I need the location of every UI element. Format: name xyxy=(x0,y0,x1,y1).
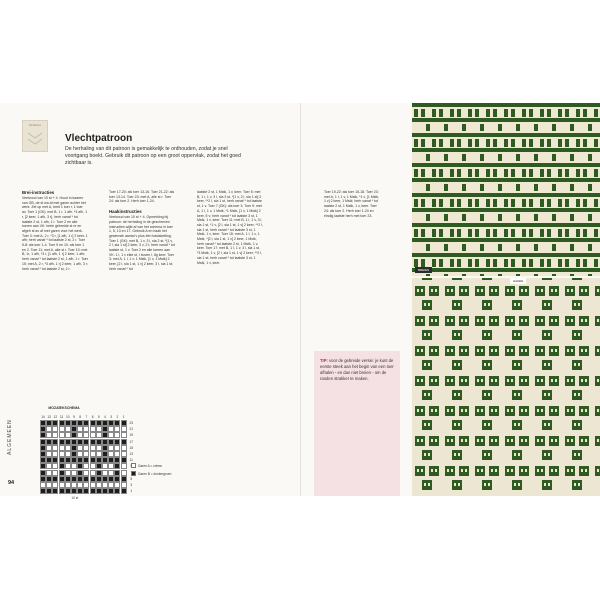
chart-cell xyxy=(71,470,77,476)
chart-col-tick: 11 xyxy=(59,415,64,419)
chart-cell xyxy=(83,476,89,482)
chart-cell xyxy=(71,445,77,451)
chart-cell xyxy=(90,463,96,469)
chart-row-tick: 15 xyxy=(129,445,134,450)
chart-cell xyxy=(121,482,127,488)
chart-cell xyxy=(83,426,89,432)
chart-cell xyxy=(102,426,108,432)
chart-cell xyxy=(114,488,120,494)
chart-cell xyxy=(46,470,52,476)
chart-cell xyxy=(40,470,46,476)
chart-cell xyxy=(96,463,102,469)
chart-cell xyxy=(65,488,71,494)
chart-cell xyxy=(121,451,127,457)
chart-cell xyxy=(52,420,58,426)
chart-col-tick: 12 xyxy=(53,415,58,419)
chart-cell xyxy=(59,432,65,438)
chart-cell xyxy=(102,470,108,476)
chart-cell xyxy=(77,476,83,482)
chart-cell xyxy=(59,439,65,445)
chart-cell xyxy=(46,488,52,494)
chart-cell xyxy=(83,439,89,445)
chart-cell xyxy=(83,432,89,438)
chart-cell xyxy=(40,488,46,494)
chart-cell xyxy=(77,439,83,445)
chart-cell xyxy=(102,457,108,463)
chart-cell xyxy=(96,476,102,482)
chart-cell xyxy=(52,457,58,463)
level-badge xyxy=(22,120,48,152)
chart-cell xyxy=(46,451,52,457)
chart-cell xyxy=(83,420,89,426)
chart-cell xyxy=(77,457,83,463)
knit-instructions-text: Veelvoud van 10 st + 4. Houd in kaaren van GB, de st wa af met garen achter het werk. Zet op met A, breit 1 toer r, 1 toer av. Toer 1 (GK): met B, 1 r, 1 afh, *3 afh, 1 r, [2 keer, 1 afh, 3 r], herh vanaf * tot laatste 2 st, 1 afh, 1 r. Toer 2 en alle toeren aan VK: breie gebreide st re en afgeh st av af met garen voor het werk. Toer 3: met A, 2 r, *3 r, [1 afh, 1 r] 2 keer, 1 afh; herh vanaf * tot laatste 2 st, 2 r. Toer 5-8: als toer 1-4. Toer 9 en 10: als toer 1 en 2. Toer 11: met A, alle st r. Toer 13: met B, 1r, 1 afh, *3 r, [1 afh, 1 r] 2 keer, 1 afh; herh vanaf * tot laatste 2 st, 1 afh, 1 r. Toer 15: met A, 2 r, *3 afh, 1 r] 2 keer, 1 afh, 3 r; herh vanaf * tot laatste 2 st, 2 r. xyxy=(22,196,88,271)
chart-cell xyxy=(40,420,46,426)
chart-cell xyxy=(102,451,108,457)
chart-cell xyxy=(108,463,114,469)
chart-cell xyxy=(121,476,127,482)
chart-cell xyxy=(90,420,96,426)
chart-cell xyxy=(71,439,77,445)
chart-cell xyxy=(121,457,127,463)
chart-cell xyxy=(114,439,120,445)
chart-cell xyxy=(114,432,120,438)
chart-cell xyxy=(77,463,83,469)
knit-instructions-continued: Toer 17-20: als toer 13-16. Toer 21-22: als toer 13-14. Toer 23: met A, alle st r. Toer 24: als toer 2. Herh toer 1-24. xyxy=(109,190,175,204)
chart-cell xyxy=(40,457,46,463)
chart-cell xyxy=(108,445,114,451)
chart-cell xyxy=(65,482,71,488)
chart-cell xyxy=(46,426,52,432)
chart-cell xyxy=(65,470,71,476)
chart-cell xyxy=(52,439,58,445)
chart-cell xyxy=(83,451,89,457)
chart-cell xyxy=(90,470,96,476)
chart-cell xyxy=(59,457,65,463)
chart-cell xyxy=(96,488,102,494)
chart-cell xyxy=(108,482,114,488)
tip-lead: TIP: xyxy=(320,358,328,363)
chart-cell xyxy=(102,476,108,482)
chart-cell xyxy=(59,470,65,476)
crochet-instructions-continued: laatste 2 st, 1 Mstk, 1 v, keer. Toer 5: met B, 1 l, 1 v, 3 l, sla 3 st, *[1 v, 2 l, sla 1 st] 2 keer, **2 l, sla 1 st, herh vanaf * tot laatste st, 1 v. Toer 7 (GK): als toer 3. Toer 9: met A, 1 l, 1 v, 1 Mstk, *1 Mstk, [1 v, 1 Mstk] 2 keer, 5 v; herh vanaf * tot laatste 3 st, 1 Mstk, 1 v, keer. Toer 11: met B, 1 l, 1 v, 3 l, sla 1 st, *1 v, [2 l, sla 1 st, 1 v] 2 keer, **2 l, sla 1 st, herh vanaf * tot laatste 3 st, 1 Mstk, 1 v, keer. Toer 15: met A, 1 l, 1 v, 1 Mstk, *[2 l, sla 1 st, 1 v] 2 keer, 1 Mstk, herh vanaf * tot laatste 2 st, 1 Mstk, 1 v, keer. Toer 17: met B, 1 l, 1 v, 3 l, sla 1 st, *3 Mstk, 1 v, [2 l, sla 1 st, 1 v] 2 keer, **2 l, sla 1 st; herh vanaf * tot laatste 3 st, 1 Mstk, 1 v, keer. xyxy=(197,190,263,265)
swatch-photos xyxy=(412,103,600,496)
chart-cell xyxy=(46,439,52,445)
chart-cell xyxy=(65,439,71,445)
chart-cell xyxy=(71,420,77,426)
chart-row-tick: 19 xyxy=(129,433,134,438)
stitch-icon xyxy=(26,129,44,147)
chart-cell xyxy=(96,439,102,445)
chart-cell xyxy=(114,476,120,482)
chart-cell xyxy=(108,476,114,482)
chart-cell xyxy=(108,426,114,432)
chart-cell xyxy=(121,439,127,445)
chart-cell xyxy=(59,488,65,494)
chart-cell xyxy=(121,432,127,438)
chart-cell xyxy=(108,488,114,494)
chart-cell xyxy=(52,476,58,482)
chart-cell xyxy=(90,488,96,494)
chart-cell xyxy=(59,426,65,432)
chart-cell xyxy=(90,451,96,457)
legend-item-b xyxy=(131,471,171,476)
chart-cell xyxy=(96,482,102,488)
chart-cell xyxy=(108,420,114,426)
chart-cell xyxy=(121,488,127,494)
chart-col-tick: 8 xyxy=(79,415,82,419)
chart-cell xyxy=(90,476,96,482)
legend-swatch-b xyxy=(131,471,136,476)
chart-cell xyxy=(65,463,71,469)
chart-cell xyxy=(65,445,71,451)
chart-cell xyxy=(102,445,108,451)
chart-col-tick: 7 xyxy=(85,415,88,419)
chart-cell xyxy=(121,426,127,432)
chart-cell xyxy=(77,488,83,494)
chart-cell xyxy=(65,432,71,438)
chart-cell xyxy=(102,420,108,426)
chart-cell xyxy=(59,451,65,457)
chart-cell xyxy=(121,463,127,469)
knit-swatch xyxy=(412,103,600,276)
chart-cell xyxy=(40,439,46,445)
page-number: 94 xyxy=(8,480,15,486)
chart-col-tick: 2 xyxy=(116,415,119,419)
chart-cell xyxy=(71,488,77,494)
chart-cell xyxy=(77,482,83,488)
knit-photo-label: BREIEN xyxy=(415,267,432,273)
chart-cell xyxy=(52,432,58,438)
chart-cell xyxy=(65,457,71,463)
chart-cell xyxy=(59,482,65,488)
instructions-column-2 xyxy=(109,190,175,272)
chart-cell xyxy=(46,457,52,463)
chart-cell xyxy=(71,426,77,432)
chart-cell xyxy=(114,426,120,432)
chart-cell xyxy=(83,445,89,451)
chart-cell xyxy=(96,445,102,451)
chart-col-tick: 3 xyxy=(110,415,113,419)
chart-cell xyxy=(108,457,114,463)
chart-cell xyxy=(102,439,108,445)
chart-cell xyxy=(96,420,102,426)
section-side-label: ALGEMEEN xyxy=(7,419,13,455)
chart-cell xyxy=(114,457,120,463)
chart-cell xyxy=(46,482,52,488)
legend-swatch-a xyxy=(131,463,136,468)
page-spine xyxy=(300,103,301,496)
chart-cell xyxy=(96,426,102,432)
chart-cell xyxy=(102,488,108,494)
chart-cell xyxy=(40,432,46,438)
chart-cell xyxy=(52,463,58,469)
chart-row-tick: 11 xyxy=(129,458,133,463)
chart-cell xyxy=(71,457,77,463)
chart-cell xyxy=(40,451,46,457)
chart-cell xyxy=(40,426,46,432)
chart-cell xyxy=(40,476,46,482)
chart-cell xyxy=(71,476,77,482)
crochet-instructions-end: Toer 19-22: als toer 15-18. Toer 23: met A, 1 l, 1 v, 1 Mstk, *1 v, [1 Mstk, 1 v] 2 keer, 1 Mstk; herh vanaf * tot laatste 2 st, 1 Mstk, 1 v, keer. Toer 24: als toer 2. Herh toer 1-24 en eindig laatste herh met toer 23. xyxy=(324,190,380,218)
chart-cell xyxy=(90,432,96,438)
chart-col-tick: 6 xyxy=(91,415,94,419)
chart-cell xyxy=(77,432,83,438)
chart-cell xyxy=(52,426,58,432)
chart-col-tick: 14 xyxy=(41,415,45,419)
chart-cell xyxy=(46,476,52,482)
chart-cell xyxy=(114,482,120,488)
level-badge-label: NIVEAU xyxy=(29,123,41,127)
chart-cell xyxy=(114,470,120,476)
chart-cell xyxy=(83,488,89,494)
chart-cell xyxy=(90,426,96,432)
crochet-photo-label: HAKEN xyxy=(510,278,526,284)
chart-cell xyxy=(46,445,52,451)
chart-cell xyxy=(108,439,114,445)
intro-text: De herhaling van dit patroon is gemakkelijk te onthouden, zodat je snel voortgang boekt. Gebruik dit patroon op een groot oppervlak, zodat het goed zichtbaar is. xyxy=(65,146,241,166)
chart-cell xyxy=(77,445,83,451)
chart-cell xyxy=(77,451,83,457)
chart-row-tick: 3 xyxy=(130,483,133,487)
chart-col-tick: 13 xyxy=(47,415,51,419)
chart-cell xyxy=(52,488,58,494)
chart-cell xyxy=(90,445,96,451)
knit-crochet-swatch-image xyxy=(412,103,600,496)
chart-cell xyxy=(65,476,71,482)
tip-text xyxy=(314,351,400,389)
instructions-column-4 xyxy=(324,190,382,218)
chart-cell xyxy=(59,445,65,451)
chart-col-tick: 9 xyxy=(73,415,75,419)
chart-row-tick: 1 xyxy=(130,489,133,494)
chart-col-tick: 1 xyxy=(122,415,125,419)
chart-cell xyxy=(108,451,114,457)
chart-col-tick: 10 xyxy=(66,415,70,419)
knit-instructions-column xyxy=(22,190,88,271)
chart-cell xyxy=(102,432,108,438)
chart-cell xyxy=(102,482,108,488)
chart-col-tick: 4 xyxy=(104,415,106,419)
chart-cell xyxy=(59,476,65,482)
chart-cell xyxy=(114,451,120,457)
crochet-instructions-text: Veelvoud van 10 st + 4. Opmerking bij patroon: de herhaling in de geschreven instructies wijkt af van het schema in toer 1, 5, 13 en 17. Gebruik A en haak het gewenste aantal v plus één basisketting. Toer 1 (GK): met B, 1 v, 3 l, sla 2 st, *[1 v, 2 l, sla 1 st] 2 keer, 3 v, 2 l; herh vanaf * tot laatste st, 1 v. Toer 2 en alle toeren aan VK: 1 l, 1 v elke st, l boven l, 8g keer. Toer 3: met A, 1 l, 1 v, 1 Mstk, [1 v, 1 Mstk] 2 keer, [2 l, sla 1 st, 1 v] 2 keer, 3 l, sla 1 st; herh vanaf * tot xyxy=(109,215,175,271)
chart-cell xyxy=(40,445,46,451)
chart-cell xyxy=(114,420,120,426)
chart-cell xyxy=(40,463,46,469)
chart-cell xyxy=(52,451,58,457)
chart-cell xyxy=(96,457,102,463)
chart-row-tick: 13 xyxy=(129,452,134,456)
chart-row-tick: 23 xyxy=(129,421,134,425)
chart-row-tick: 21 xyxy=(129,427,134,432)
chart-cell xyxy=(108,432,114,438)
chart-title: MOZAÏEKSCHEMA xyxy=(48,406,80,410)
legend-label-b: Garen B = donkergroen xyxy=(138,471,172,476)
chart-cell xyxy=(96,432,102,438)
chart-cell xyxy=(52,470,58,476)
chart-cell xyxy=(71,482,77,488)
chart-cell xyxy=(83,482,89,488)
chart-cell xyxy=(83,470,89,476)
chart-col-tick: 5 xyxy=(97,415,100,419)
chart-repeat-label: 10 st xyxy=(71,496,79,501)
chart-cell xyxy=(59,463,65,469)
chart-row-tick: 5 xyxy=(130,476,133,481)
chart-cell xyxy=(121,445,127,451)
chart-cell xyxy=(77,426,83,432)
chart-cell xyxy=(65,420,71,426)
chart-cell xyxy=(77,470,83,476)
chart-cell xyxy=(90,482,96,488)
chart-cell xyxy=(121,470,127,476)
chart-cell xyxy=(114,463,120,469)
instructions-column-3 xyxy=(197,190,263,265)
chart-legend xyxy=(131,463,171,479)
crochet-instructions-heading: Haakinstructies xyxy=(109,209,142,215)
chart-cell xyxy=(71,432,77,438)
chart-cell xyxy=(59,420,65,426)
chart-cell xyxy=(77,420,83,426)
knit-instructions-heading: Brei-instructies xyxy=(22,190,55,195)
chart-cell xyxy=(65,451,71,457)
tip-box xyxy=(314,351,400,496)
chart-cell xyxy=(96,451,102,457)
tip-body: voor de gebreide versie: je kunt de eerste steek aan het begin van een toer afhalen - en dan niet breien - om de randen strakker te maken. xyxy=(320,358,394,381)
chart-cell xyxy=(90,439,96,445)
chart-cell xyxy=(114,445,120,451)
chart-row-tick: 17 xyxy=(129,439,134,444)
crochet-swatch xyxy=(412,278,600,496)
chart-cell xyxy=(65,426,71,432)
chart-cell xyxy=(46,432,52,438)
chart-cell xyxy=(108,470,114,476)
chart-cell xyxy=(46,420,52,426)
chart-cell xyxy=(83,457,89,463)
chart-cell xyxy=(102,463,108,469)
legend-item-a xyxy=(131,463,171,468)
chart-cell xyxy=(52,445,58,451)
chart-cell xyxy=(96,470,102,476)
chart-cell xyxy=(121,420,127,426)
chart-cell xyxy=(83,463,89,469)
legend-label-a: Garen A = crème xyxy=(138,463,163,468)
page-title: Vlechtpatroon xyxy=(65,133,133,144)
chart-cell xyxy=(90,457,96,463)
chart-cell xyxy=(71,463,77,469)
chart-cell xyxy=(52,482,58,488)
chart-cell xyxy=(46,463,52,469)
chart-cell xyxy=(71,451,77,457)
chart-cell xyxy=(40,482,46,488)
